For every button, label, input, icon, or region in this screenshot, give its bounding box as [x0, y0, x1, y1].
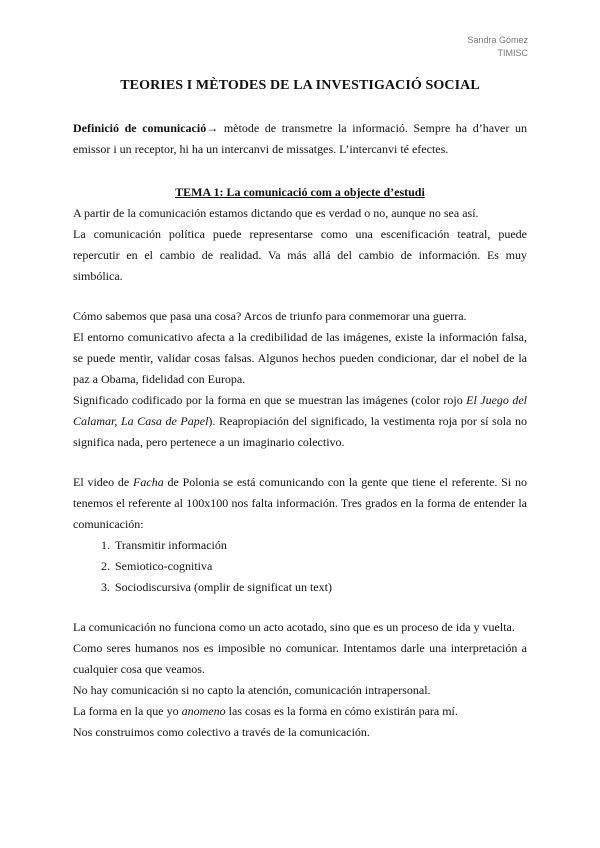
document-title: TEORIES I MÈTODES DE LA INVESTIGACIÓ SOCIAL: [120, 78, 480, 93]
paragraph-10-text-a: La forma en la que yo: [73, 704, 182, 718]
organization-label: TIMISC: [497, 48, 528, 58]
paragraph-5: [73, 390, 527, 453]
arrow-icon: →: [206, 121, 219, 135]
communication-degrees-list: [73, 535, 527, 598]
paragraph-2: La comunicación política puede representarse como una escenificación teatral, puede repercutir en el cambio de realidad. Va más allá del cambio de información. Es muy simbólica.: [73, 227, 527, 283]
spacer: [73, 598, 527, 617]
paragraph-9: No hay comunicación si no capto la atención, comunicación intrapersonal.: [73, 683, 431, 697]
definition-paragraph: [73, 118, 527, 160]
definition-text: mètode de transmetre la informació. Sempre ha d’haver un emissor i un receptor, hi ha un intercanvi de missatges. L’intercanvi té efectes.: [73, 121, 527, 156]
list-item: 1. Transmitir información: [113, 535, 527, 556]
paragraph-10: [73, 701, 527, 722]
paragraph-5-text-b: ). Reapropiación del significado, la vestimenta roja por sí sola no significa nada, pero pertenece a un imaginario colectivo.: [73, 414, 527, 449]
paragraph-7: La comunicación no funciona como un acto acotado, sino que es un proceso de ida y vuelta.: [73, 620, 515, 634]
list-item: 2. Semiotico-cognitiva: [113, 556, 527, 577]
paragraph-11: Nos construimos como colectivo a través de la comunicación.: [73, 725, 370, 739]
paragraph-6-text-a: El video de: [73, 475, 134, 489]
paragraph-1: A partir de la comunicación estamos dictando que es verdad o no, aunque no sea así.: [73, 206, 479, 220]
paragraph-3: Cómo sabemos que pasa una cosa? Arcos de triunfo para conmemorar una guerra.: [73, 309, 467, 323]
document-body: [73, 118, 527, 743]
paragraph-5-text-a: Significado codificado por la forma en que se muestran las imágenes (color rojo: [73, 393, 467, 407]
paragraph-6: [73, 472, 527, 535]
paragraph-6-italic: Facha: [133, 475, 164, 489]
list-item: 3. Sociodiscursiva (omplir de significat un text): [113, 577, 527, 598]
author-name: Sandra Gómez: [467, 35, 528, 45]
paragraph-8: Como seres humanos nos es imposible no comunicar. Intentamos darle una interpretación a cualquier cosa que veamos.: [73, 641, 527, 676]
spacer: [73, 287, 527, 306]
definition-term: Definició de comunicació: [73, 121, 207, 135]
paragraph-6-text-b: de Polonia se está comunicando con la gente que tiene el referente. Si no tenemos el referente al 100x100 nos falta información. Tres grados en la forma de entender la comunicación:: [73, 475, 527, 531]
paragraph-4: El entorno comunicativo afecta a la credibilidad de las imágenes, existe la información falsa, se puede mentir, validar cosas falsas. Algunos hechos pueden condicionar, dar el nobel de la paz a Obama, fidelidad con Europa.: [73, 330, 527, 386]
paragraph-5-italic: El Juego del Calamar, La Casa de Papel: [73, 393, 527, 428]
section-title-tema1: TEMA 1: La comunicació com a objecte d’estudi: [175, 185, 425, 199]
paragraph-10-italic: anomeno: [181, 704, 226, 718]
spacer: [73, 453, 527, 472]
page-header: [467, 34, 528, 60]
paragraph-10-text-b: las cosas es la forma en cómo existirán para mí.: [225, 704, 458, 718]
